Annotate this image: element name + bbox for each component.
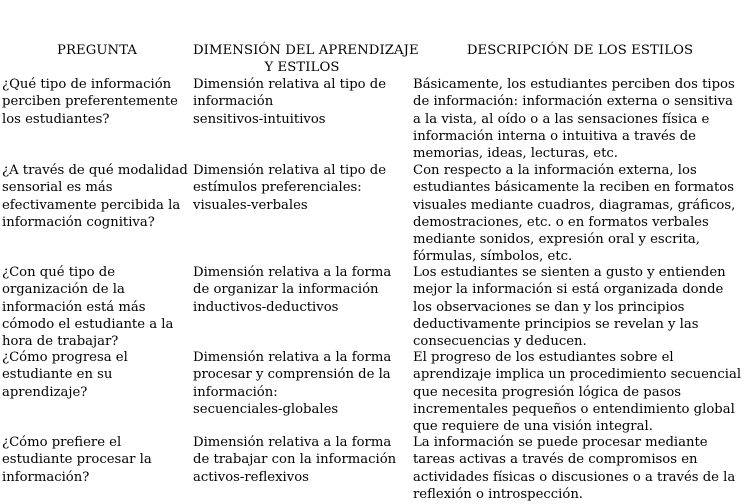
question-cell	[2, 264, 192, 350]
description-cell-line: tareas activas a través de compromisos en	[413, 452, 698, 468]
question-cell-line: efectivamente percibida la	[2, 197, 181, 213]
question-cell-line: hora de trabajar?	[2, 334, 119, 350]
description-cell-line: de información: información externa o sensitiva	[413, 94, 733, 110]
question-cell-line: estudiante en su	[2, 367, 113, 383]
dimension-cell	[193, 434, 411, 486]
dimension-cell	[193, 76, 411, 128]
dimension-cell-line: de trabajar con la información	[193, 452, 397, 468]
dimension-cell-line: Dimensión relativa a la forma	[193, 435, 392, 450]
dimension-cell-line: información	[193, 94, 274, 110]
description-cell-line: demostraciones, etc. o en formatos verbales	[413, 214, 709, 230]
question-cell	[2, 76, 192, 128]
description-cell-line: consecuencias y deducen.	[413, 334, 587, 350]
dimension-cell-line: procesar y comprensión de la	[193, 367, 391, 383]
header-descripcion: DESCRIPCIÓN DE LOS ESTILOS	[466, 43, 694, 58]
dimension-cell-line: de organizar la información	[193, 282, 379, 298]
question-cell-line: información?	[2, 469, 90, 485]
question-cell-line: información cognitiva?	[2, 214, 155, 230]
description-cell-line: información interna o intuitiva a través de	[413, 128, 696, 144]
dimension-cell-line: Dimensión relativa a la forma	[193, 265, 392, 280]
description-cell-line: visuales mediante cuadros, diagramas, gráficos,	[413, 197, 736, 213]
header-dimension-line2: Y ESTILOS	[264, 60, 340, 76]
dimension-cell-line: sensitivos-intuitivos	[193, 111, 326, 127]
description-cell-line: Con respecto a la información externa, los	[413, 163, 697, 178]
question-cell	[2, 434, 192, 486]
dimension-cell-line: estímulos preferenciales:	[193, 180, 362, 196]
description-cell-line: El progreso de los estudiantes sobre el	[413, 350, 674, 365]
question-cell-line: cómodo el estudiante a la	[2, 316, 174, 332]
description-cell-line: deductivamente principios se revelan y las	[413, 316, 699, 332]
description-cell-line: los observaciones se dan y los principios	[413, 299, 685, 315]
description-cell-line: aprendizaje implica un procedimiento secuencial	[413, 367, 742, 383]
dimension-cell-line: Dimensión relativa a la forma	[193, 350, 392, 365]
question-cell-line: estudiante procesar la	[2, 452, 152, 468]
description-cell-line: estudiantes básicamente la reciben en formatos	[413, 180, 734, 196]
description-cell-line: mejor la información si está organizada donde	[413, 282, 724, 298]
dimension-cell-line: visuales-verbales	[193, 197, 308, 213]
dimension-cell-line: Dimensión relativa al tipo de	[193, 77, 387, 92]
description-cell-line: Básicamente, los estudiantes perciben dos tipos	[413, 77, 735, 92]
dimension-cell	[193, 162, 411, 214]
description-cell-line: Los estudiantes se sienten a gusto y entienden	[413, 265, 726, 280]
dimension-cell-line: Dimensión relativa al tipo de	[193, 163, 387, 178]
question-cell-line: ¿Con qué tipo de	[2, 265, 116, 280]
question-cell-line: ¿Cómo prefiere el	[2, 435, 122, 450]
header-dimension-line1: DIMENSIÓN DEL APRENDIZAJE	[193, 43, 419, 58]
question-cell-line: ¿Qué tipo de información	[2, 77, 172, 92]
dimension-cell-line: información:	[193, 384, 278, 400]
description-cell-line: reflexión o introspección.	[413, 486, 584, 502]
question-cell	[2, 162, 192, 231]
description-cell	[413, 264, 749, 350]
description-cell-line: La información se puede procesar mediante	[413, 435, 708, 450]
question-cell-line: los estudiantes?	[2, 111, 110, 127]
question-cell	[2, 349, 192, 401]
question-cell-line: aprendizaje?	[2, 384, 88, 400]
description-cell-line: incrementales pequeños o entendimiento global	[413, 401, 735, 417]
question-cell-line: perciben preferentemente	[2, 94, 178, 110]
description-cell-line: que necesita progresión lógica de pasos	[413, 384, 682, 400]
description-cell	[413, 76, 749, 162]
description-cell	[413, 434, 749, 503]
question-cell-line: organización de la	[2, 282, 125, 298]
question-cell-line: ¿Cómo progresa el	[2, 350, 128, 365]
dimension-cell	[193, 349, 411, 418]
description-cell	[413, 162, 749, 266]
dimension-cell-line: inductivos-deductivos	[193, 299, 339, 315]
description-cell-line: a la vista, al oído o a las sensaciones física e	[413, 111, 710, 127]
header-pregunta: PREGUNTA	[56, 43, 137, 58]
description-cell-line: mediante sonidos, expresión oral y escrita,	[413, 232, 700, 248]
dimension-cell	[193, 264, 411, 316]
description-cell-line: que requiere de una visión integral.	[413, 419, 653, 435]
description-cell-line: actividades físicas o discusiones o a través de la	[413, 469, 736, 485]
question-cell-line: información está más	[2, 299, 146, 315]
header-dimension	[193, 42, 419, 77]
description-cell-line: memorias, ideas, lecturas, etc.	[413, 146, 618, 162]
description-cell	[413, 349, 749, 435]
question-cell-line: sensorial es más	[2, 180, 113, 196]
question-cell-line: ¿A través de qué modalidad	[2, 163, 188, 178]
dimension-cell-line: activos-reflexivos	[193, 469, 309, 485]
description-cell-line: fórmulas, símbolos, etc.	[413, 249, 573, 265]
dimension-cell-line: secuenciales-globales	[193, 401, 339, 417]
